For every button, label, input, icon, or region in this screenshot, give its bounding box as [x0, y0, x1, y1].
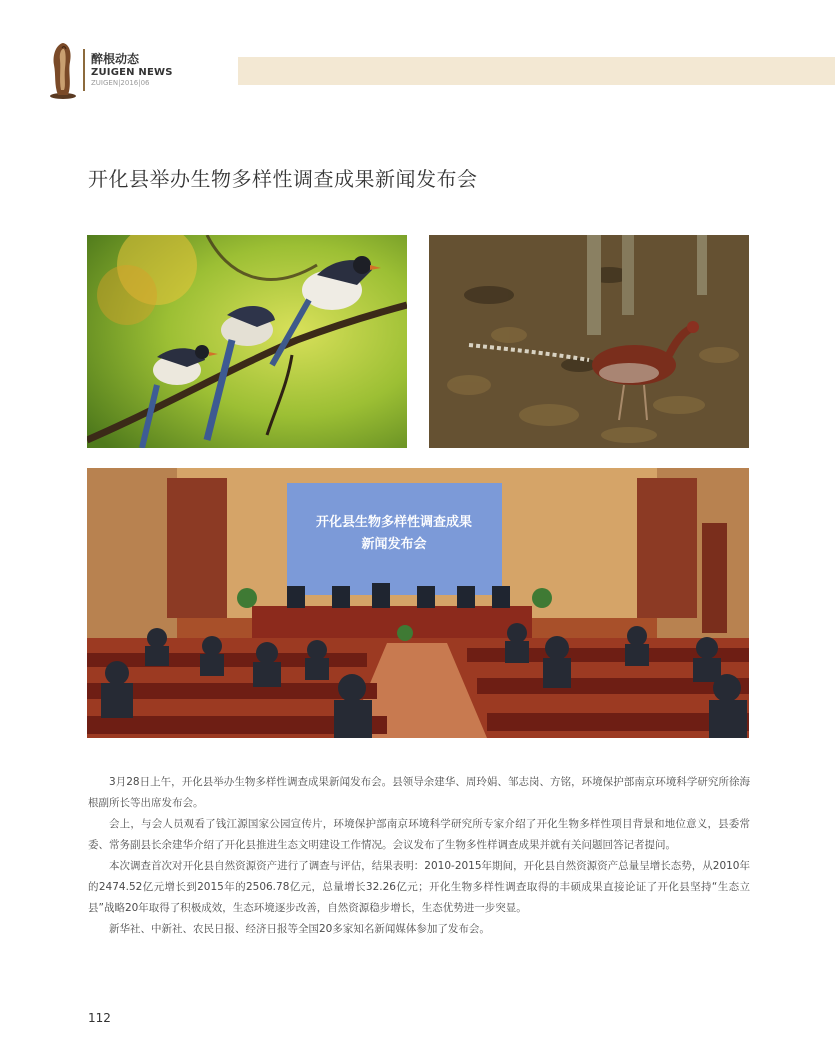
photo-blue-magpies: [87, 235, 407, 448]
column-name-en: ZUIGEN NEWS: [91, 67, 173, 78]
article-body: [88, 772, 750, 940]
screen-text-line2: 新闻发布会: [361, 537, 427, 552]
photo-pheasant: [429, 235, 749, 448]
article-paragraph: 本次调查首次对开化县自然资源资产进行了调查与评估，结果表明：2010-2015年期间，开化县自然资源资产总量呈增长态势，从2010年的2474.52亿元增长到2015年的2506.78亿元，总量增长32.26亿元；开化生物多样性调查取得的丰硕成果直接论证了开化县坚持“生态立县”战略20年取得了积极成效，生态环境逐步改善，自然资源稳步增长，生态优势进一步突显。: [88, 860, 750, 914]
article-paragraph: 会上，与会人员观看了钱江源国家公园宣传片，环境保护部南京环境科学研究所专家介绍了开化生物多样性项目背景和地位意义，县委常委、常务副县长余建华介绍了开化县推进生态文明建设工作情况。会议发布了生物多性样调查成果并就有关问题回答记者提问。: [88, 818, 750, 851]
article-paragraph: 3月28日上午，开化县举办生物多样性调查成果新闻发布会。县领导余建华、周玲娟、邹志岗、方铭，环境保护部南京环境科学研究所徐海根副所长等出席发布会。: [88, 776, 750, 809]
page-number: 112: [88, 1011, 111, 1025]
root-sculpture-logo-icon: [48, 40, 78, 100]
issue-label: ZUIGEN|2016|06: [91, 79, 150, 87]
column-header: [85, 52, 173, 88]
header-bar: [238, 57, 835, 85]
article-title: 开化县举办生物多样性调查成果新闻发布会: [88, 167, 478, 191]
article-paragraph: 新华社、中新社、农民日报、经济日报等全国20多家知名新闻媒体参加了发布会。: [109, 923, 490, 935]
photo-press-conference: [87, 468, 749, 738]
column-name-cn: 醉根动态: [91, 52, 140, 66]
screen-text-line1: 开化县生物多样性调查成果: [315, 515, 473, 530]
